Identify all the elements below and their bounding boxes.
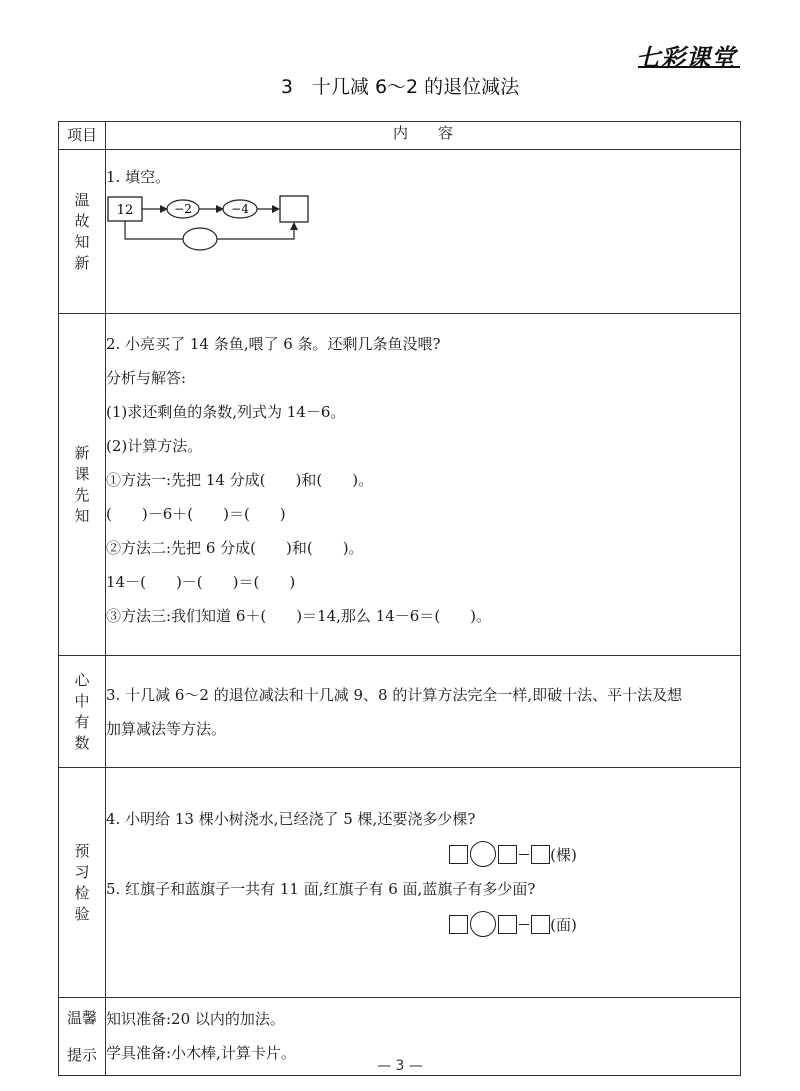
new-lesson-content: [106, 314, 741, 656]
summary-label: 心中有数: [59, 656, 106, 768]
flow-diagram: [106, 194, 740, 264]
flow-op2-label: −4: [231, 202, 249, 216]
flow-blank-oval: [183, 228, 217, 250]
section-review: [59, 150, 741, 314]
q5-operator-circle[interactable]: [470, 911, 496, 937]
page-number: — 3 —: [377, 1058, 423, 1074]
summary-content: [106, 656, 741, 768]
flow-start-value: 12: [116, 203, 134, 218]
q4-unit: (棵): [550, 845, 577, 864]
tips-knowledge: 知识准备:20 以内的加法。: [106, 1010, 285, 1028]
analysis-heading: 分析与解答:: [106, 369, 187, 387]
header-item: 项目: [59, 122, 106, 150]
header-content: 内容: [106, 122, 741, 150]
page-title: 3 十几减 6～2 的退位减法: [280, 76, 520, 98]
method-3: ③方法三:我们知道 6＋( )＝14,那么 14－6＝( )。: [106, 607, 492, 625]
method-2-equation: 14－( )－( )＝( ): [106, 573, 296, 591]
table-header-row: [59, 122, 741, 150]
q4-box-1[interactable]: [449, 845, 468, 864]
step-1: (1)求还剩鱼的条数,列式为 14－6。: [106, 403, 346, 421]
preview-label: 预习检验: [59, 768, 106, 998]
summary-line-1: 3. 十几减 6～2 的退位减法和十几减 9、8 的计算方法完全一样,即破十法、平十法及想: [106, 686, 683, 704]
q5-formula: [106, 906, 740, 942]
section-summary: [59, 656, 741, 768]
q5-text: 5. 红旗子和蓝旗子一共有 11 面,红旗子有 6 面,蓝旗子有多少面?: [106, 880, 536, 898]
q4-box-result[interactable]: [531, 845, 550, 864]
q5-unit: (面): [550, 915, 577, 934]
q2-text: 2. 小亮买了 14 条鱼,喂了 6 条。还剩几条鱼没喂?: [106, 335, 441, 353]
section-preview: [59, 768, 741, 998]
tips-materials: 学具准备:小木棒,计算卡片。: [106, 1044, 296, 1062]
q1-text: 1. 填空。: [106, 168, 171, 186]
q4-equals-sign: [519, 854, 529, 855]
review-label: 温故知新: [59, 150, 106, 314]
q4-box-2[interactable]: [498, 845, 517, 864]
tips-label-line-2: 提示: [66, 1045, 97, 1064]
new-lesson-label: 新课先知: [59, 314, 106, 656]
section-new-lesson: [59, 314, 741, 656]
flow-op1-label: −2: [174, 202, 192, 216]
brand-logo: 七彩课堂: [636, 44, 736, 72]
q5-box-1[interactable]: [449, 915, 468, 934]
brand-underline: [638, 66, 740, 68]
step-2: (2)计算方法。: [106, 437, 203, 455]
method-1-equation: ( )－6＋( )＝( ): [106, 505, 286, 523]
q5-equals-sign: [519, 924, 529, 925]
review-content: [106, 150, 741, 314]
q5-box-result[interactable]: [531, 915, 550, 934]
q4-formula: [106, 836, 740, 872]
q4-text: 4. 小明给 13 棵小树浇水,已经浇了 5 棵,还要浇多少棵?: [106, 810, 476, 828]
method-1: ①方法一:先把 14 分成( )和( )。: [106, 471, 374, 489]
method-2: ②方法二:先把 6 分成( )和( )。: [106, 539, 364, 557]
summary-line-2: 加算减法等方法。: [106, 720, 227, 738]
flow-result-box: [280, 196, 308, 222]
tips-label-line-1: 温馨: [66, 1008, 97, 1027]
q5-box-2[interactable]: [498, 915, 517, 934]
lesson-table: [58, 121, 741, 1076]
preview-content: [106, 768, 741, 998]
q4-operator-circle[interactable]: [470, 841, 496, 867]
